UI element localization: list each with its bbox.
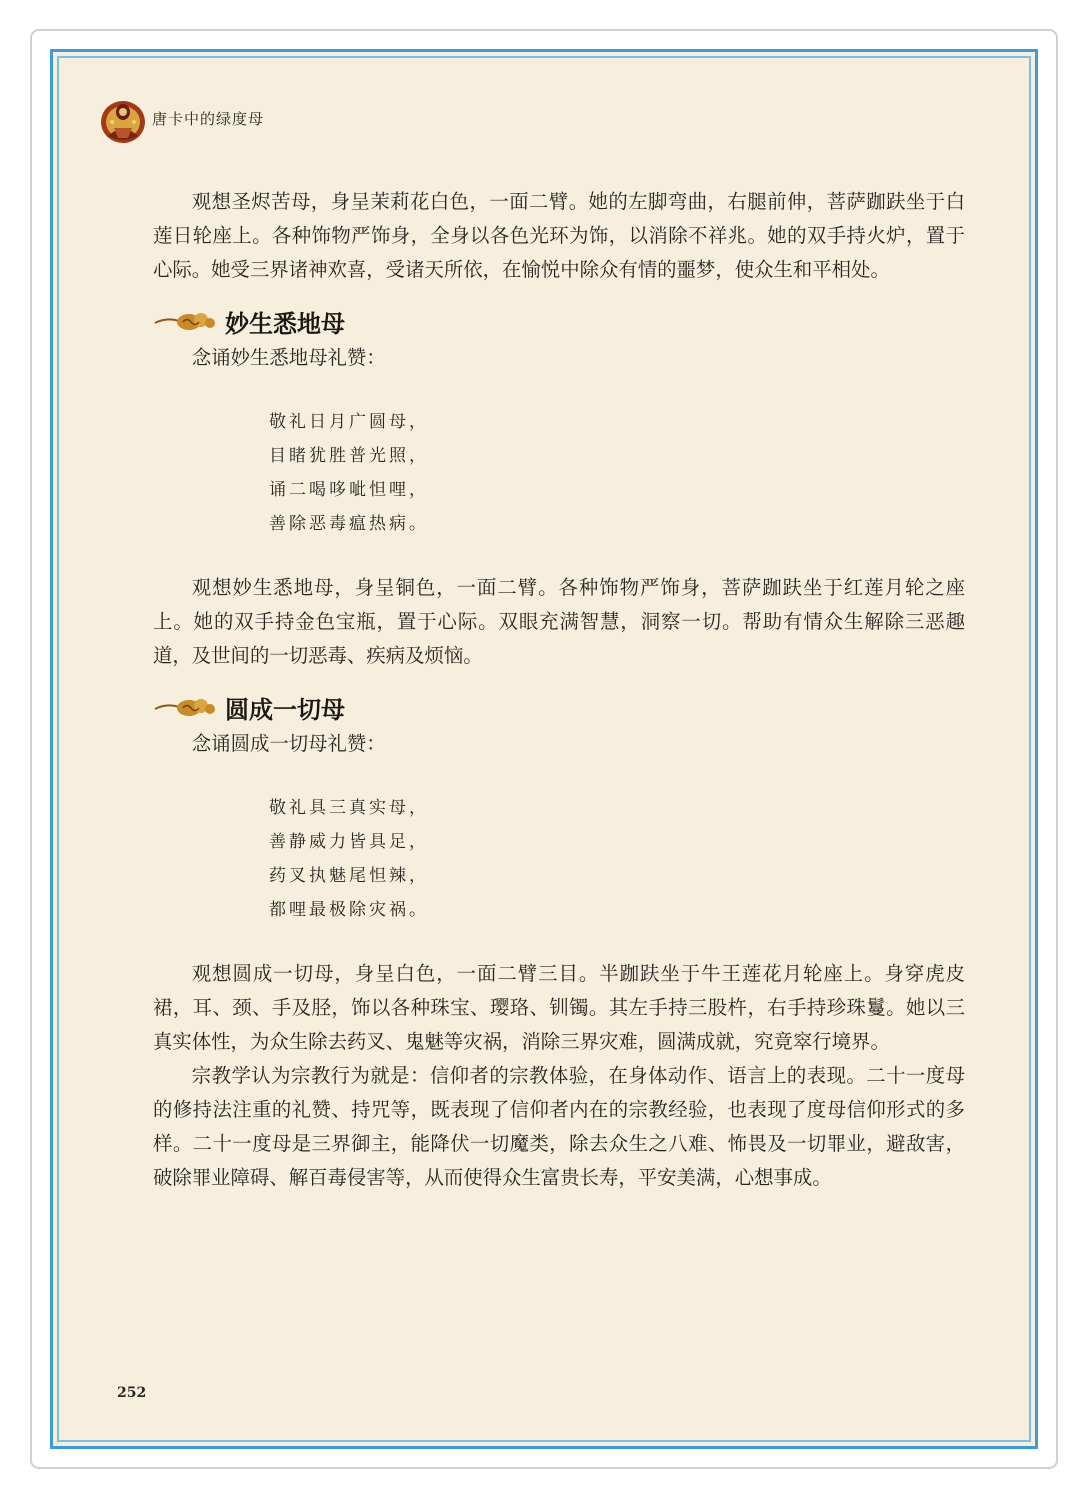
verse-line: 目睹犹胜普光照，: [269, 446, 429, 466]
verse-intro: 念诵圆成一切母礼赞：: [191, 732, 386, 755]
paragraph-2: 观想妙生悉地母，身呈铜色，一面二臂。各种饰物严饰身，菩萨跏趺坐于红莲月轮之座上。她的双手持金色宝瓶，置于心际。双眼充满智慧，洞察一切。帮助有情众生解除三恶趣道，及世间的一切恶毒、疾病及烦恼。: [153, 576, 965, 667]
verse-block: [269, 791, 965, 927]
verse-line: 都哩最极除灾祸。: [269, 900, 429, 920]
verse-block: [269, 405, 965, 541]
paragraph-1: 观想圣烬苦母，身呈茉莉花白色，一面二臂。她的左脚弯曲，右腿前伸，菩萨跏趺坐于白莲日轮座上。各种饰物严饰身，全身以各色光环为饰，以消除不祥兆。她的双手持火炉，置于心际。她受三界诸神欢喜，受诸天所依，在愉悦中除众有情的噩梦，使众生和平相处。: [153, 190, 965, 281]
deity-emblem-icon: [100, 92, 146, 144]
verse-intro: 念诵妙生悉地母礼赞：: [191, 346, 386, 369]
cloud-ornament-icon: [153, 695, 219, 719]
verse-line: 敬礼具三真实母，: [269, 798, 429, 818]
section-title: 圆成一切母: [225, 695, 345, 724]
verse-line: 善静威力皆具足，: [269, 832, 429, 852]
section-title: 妙生悉地母: [225, 309, 345, 338]
verse-line: 善除恶毒瘟热病。: [269, 514, 429, 534]
section-heading-3: [153, 687, 965, 727]
running-header-title: 唐卡中的绿度母: [152, 109, 265, 128]
paragraph-4: 宗教学认为宗教行为就是：信仰者的宗教体验，在身体动作、语言上的表现。二十一度母的修持法注重的礼赞、持咒等，既表现了信仰者内在的宗教经验，也表现了度母信仰形式的多样。二十一度母是三界御主，能降伏一切魔类，除去众生之八难、怖畏及一切罪业，避敌害，破除罪业障碍、解百毒侵害等，从而使得众生富贵长寿，平安美满，心想事成。: [153, 1064, 965, 1189]
verse-line: 药叉执魅尾怛辣，: [269, 866, 429, 886]
verse-line: 敬礼日月广圆母，: [269, 412, 429, 432]
verse-line: 诵二喝哆呲怛哩，: [269, 480, 429, 500]
section-heading-2: [153, 301, 965, 341]
page-header: [100, 92, 264, 144]
cloud-ornament-icon: [153, 309, 219, 333]
page-number: 252: [117, 1385, 147, 1401]
paragraph-3: 观想圆成一切母，身呈白色，一面二臂三目。半跏趺坐于牛王莲花月轮座上。身穿虎皮裙，耳、颈、手及胫，饰以各种珠宝、璎珞、钏镯。其左手持三股杵，右手持珍珠鬘。她以三真实体性，为众生除去药叉、鬼魅等灾祸，消除三界灾难，圆满成就，究竟窣行境界。: [153, 962, 965, 1053]
page-content: [153, 185, 965, 1195]
